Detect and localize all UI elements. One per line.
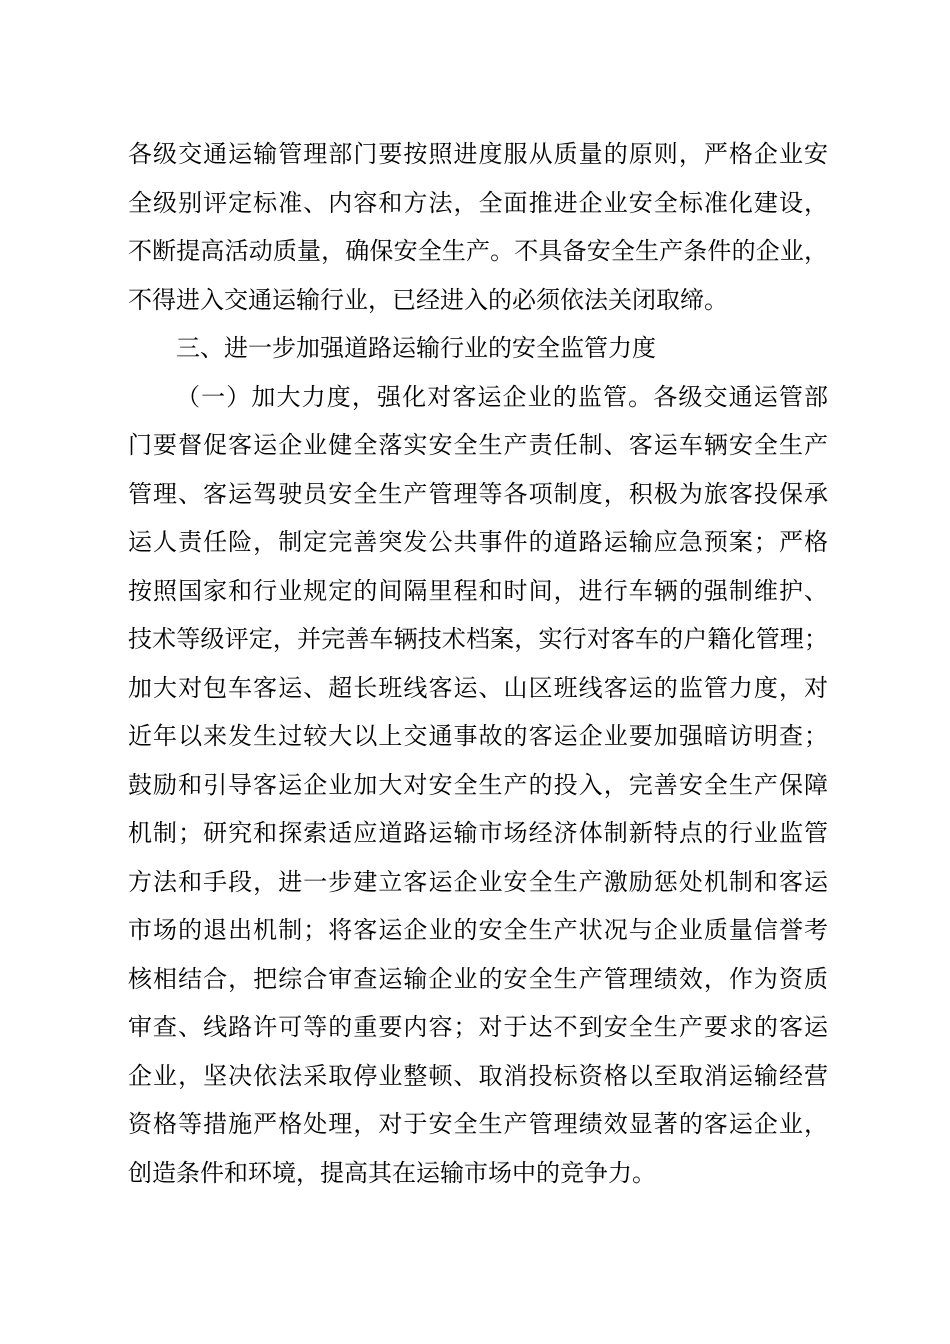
text-line: 市场的退出机制；将客运企业的安全生产状况与企业质量信誉考 <box>128 916 828 944</box>
text-line: 全级别评定标准、内容和方法，全面推进企业安全标准化建设， <box>128 188 828 217</box>
text-line: 管理、客运驾驶员安全生产管理等各项制度，积极为旅客投保承 <box>128 479 828 508</box>
text-line: 不断提高活动质量，确保安全生产。不具备安全生产条件的企业， <box>128 237 828 265</box>
text-line: 运人责任险，制定完善突发公共事件的道路运输应急预案；严格 <box>128 528 828 556</box>
text-line: 核相结合，把综合审查运输企业的安全生产管理绩效，作为资质 <box>128 964 828 993</box>
text-line: 按照国家和行业规定的间隔里程和时间，进行车辆的强制维护、 <box>128 576 828 605</box>
text-line: 方法和手段，进一步建立客运企业安全生产激励惩处机制和客运 <box>128 867 828 896</box>
text-line: （一）加大力度，强化对客运企业的监管。各级交通运管部 <box>176 382 828 411</box>
text-line: 机制；研究和探索适应道路运输市场经济体制新特点的行业监管 <box>128 819 828 847</box>
text-line: 审查、线路许可等的重要内容；对于达不到安全生产要求的客运 <box>128 1013 828 1041</box>
text-line: 鼓励和引导客运企业加大对安全生产的投入，完善安全生产保障 <box>128 770 828 799</box>
section-heading: 三、进一步加强道路运输行业的安全监管力度 <box>176 334 656 362</box>
text-line: 加大对包车客运、超长班线客运、山区班线客运的监管力度，对 <box>128 673 828 702</box>
text-line: 企业，坚决依法采取停业整顿、取消投标资格以至取消运输经营 <box>128 1061 828 1090</box>
text-line: 近年以来发生过较大以上交通事故的客运企业要加强暗访明查； <box>128 722 828 750</box>
text-line: 各级交通运输管理部门要按照进度服从质量的原则，严格企业安 <box>128 140 828 168</box>
document-body <box>128 130 828 1197</box>
text-line: 不得进入交通运输行业，已经进入的必须依法关闭取缔。 <box>128 285 728 314</box>
text-line: 资格等措施严格处理，对于安全生产管理绩效显著的客运企业， <box>128 1110 828 1138</box>
text-line: 创造条件和环境，提高其在运输市场中的竞争力。 <box>128 1158 656 1187</box>
text-line: 门要督促客运企业健全落实安全生产责任制、客运车辆安全生产 <box>128 431 828 459</box>
text-line: 技术等级评定，并完善车辆技术档案，实行对客车的户籍化管理； <box>128 625 828 653</box>
